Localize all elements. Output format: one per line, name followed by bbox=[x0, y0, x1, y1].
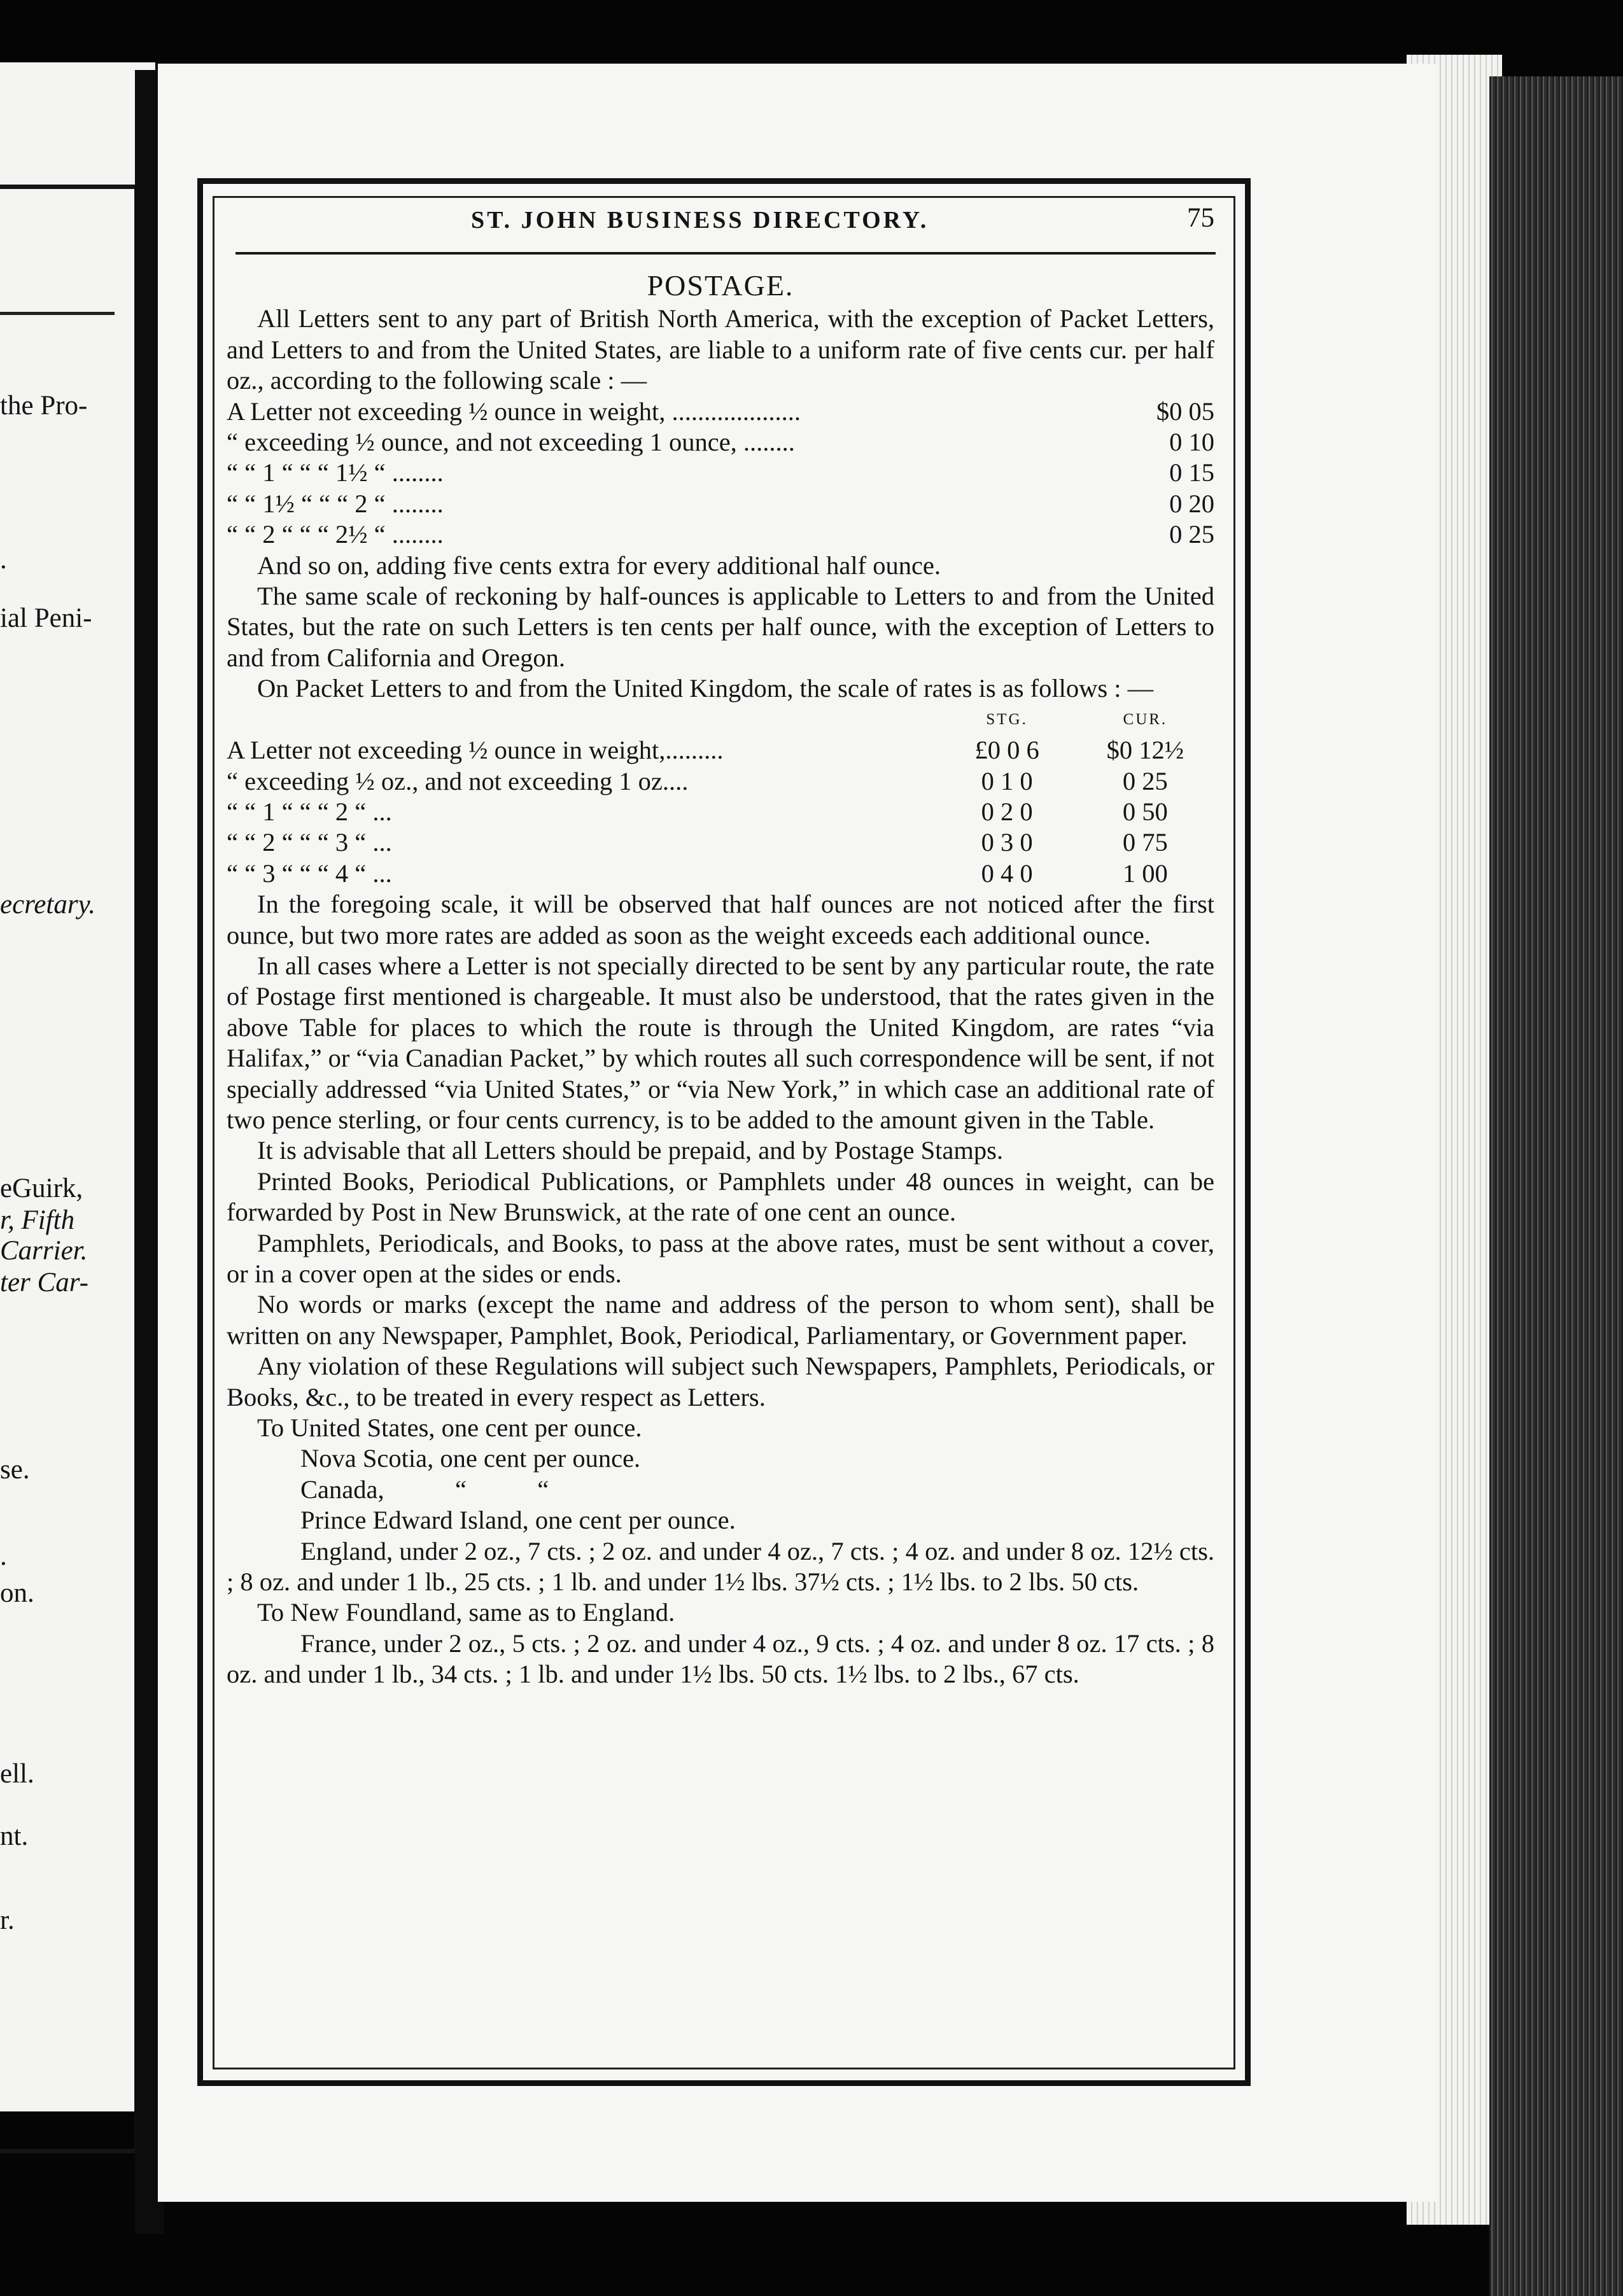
rate-description: “ “ 1 “ “ “ 1½ “ ........ bbox=[227, 458, 444, 487]
body-paragraph: Any violation of these Regulations will subject such Newspapers, Pamphlets, Periodicals, or Books, &c., to be treated in every respect as Letters. bbox=[227, 1352, 1214, 1411]
rate-description: “ “ 1 “ “ “ 2 “ ... bbox=[227, 797, 392, 826]
left-fragment-8: ter Car- bbox=[0, 1268, 88, 1298]
currency-value: 0 75 bbox=[1122, 828, 1168, 857]
currency-column-header: CUR. bbox=[1123, 710, 1168, 728]
currency-value: 0 25 bbox=[1122, 766, 1168, 795]
left-page-frame bbox=[0, 185, 139, 2153]
rate-value: 0 25 bbox=[1169, 520, 1214, 549]
running-head bbox=[229, 202, 1222, 238]
sterling-value: £0 0 6 bbox=[974, 736, 1039, 765]
body-paragraph: In the foregoing scale, it will be observed that half ounces are not noticed after the first ounce, but two more rates are added as soon as the weight exceeds each additional ounce. bbox=[227, 890, 1214, 949]
rate-description: A Letter not exceeding ½ ounce in weight, .................... bbox=[227, 396, 801, 426]
rate-description: “ “ 1½ “ “ “ 2 “ ........ bbox=[227, 489, 444, 518]
left-fragment-4: ecretary. bbox=[0, 890, 96, 920]
table-row bbox=[227, 858, 1214, 889]
table-row bbox=[227, 766, 1214, 797]
sterling-value: 0 1 0 bbox=[981, 766, 1033, 795]
body-paragraph: Printed Books, Periodical Publications, or Pamphlets under 48 ounces in weight, can be forwarded by Post in New Brunswick, at the rate of one cent an ounce. bbox=[227, 1166, 1214, 1227]
book-rate-england: England, under 2 oz., 7 cts. ; 2 oz. and under 4 oz., 7 cts. ; 4 oz. and under 8 oz. 12½ cts. ; 8 oz. and under 1 lb., 25 cts. ; 1 lb. and under 1½ lbs. 37½ cts. ; 1½ lbs. to 2 lbs. 50 cts. bbox=[227, 1536, 1214, 1597]
table-row bbox=[227, 827, 1214, 858]
left-fragment-10: . bbox=[0, 1541, 7, 1571]
left-fragment-6: r, Fifth bbox=[0, 1205, 75, 1235]
table-row bbox=[227, 797, 1214, 827]
domestic-rate-table bbox=[227, 396, 1214, 550]
table-row bbox=[227, 458, 1214, 488]
left-fragment-5: eGuirk, bbox=[0, 1173, 83, 1203]
section-title: POSTAGE. bbox=[647, 269, 794, 302]
book-rate-pei: Prince Edward Island, one cent per ounce. bbox=[300, 1506, 736, 1535]
body-paragraph: It is advisable that all Letters should be prepaid, and by Postage Stamps. bbox=[257, 1136, 1004, 1165]
running-title: ST. JOHN BUSINESS DIRECTORY. bbox=[471, 207, 929, 234]
left-fragment-14: r. bbox=[0, 1905, 15, 1935]
book-rate-nova-scotia: Nova Scotia, one cent per ounce. bbox=[300, 1444, 641, 1473]
table-row bbox=[227, 519, 1214, 550]
rate-description: “ exceeding ½ oz., and not exceeding 1 oz.... bbox=[227, 766, 689, 795]
book-rate-united-states: To United States, one cent per ounce. bbox=[257, 1413, 642, 1443]
body-paragraph: And so on, adding five cents extra for every additional half ounce. bbox=[257, 550, 941, 580]
table-row bbox=[227, 735, 1214, 766]
page-content bbox=[227, 261, 1214, 1690]
left-fragment-11: on. bbox=[0, 1578, 34, 1608]
sterling-value: 0 4 0 bbox=[981, 858, 1033, 888]
sterling-value: 0 2 0 bbox=[981, 797, 1033, 826]
book-rate-newfoundland: To New Foundland, same as to England. bbox=[257, 1598, 675, 1627]
left-fragment-9: se. bbox=[0, 1455, 30, 1485]
rate-value: 0 10 bbox=[1169, 428, 1214, 457]
sterling-value: 0 3 0 bbox=[981, 828, 1033, 857]
table-row bbox=[227, 427, 1214, 458]
body-paragraph: On Packet Letters to and from the United Kingdom, the scale of rates is as follows : — bbox=[257, 674, 1154, 703]
rate-value: 0 15 bbox=[1169, 458, 1214, 487]
left-fragment-3: ial Peni- bbox=[0, 603, 92, 633]
rate-description: “ exceeding ½ ounce, and not exceeding 1 ounce, ........ bbox=[227, 428, 795, 457]
body-paragraph: No words or marks (except the name and address of the person to whom sent), shall be written on any Newspaper, Pamphlet, Book, Periodical, Parliamentary, or Government paper. bbox=[227, 1290, 1214, 1350]
rate-description: “ “ 2 “ “ “ 2½ “ ........ bbox=[227, 520, 444, 549]
left-facing-page bbox=[0, 62, 155, 2111]
table-row bbox=[227, 396, 1214, 427]
rate-description: “ “ 2 “ “ “ 3 “ ... bbox=[227, 828, 392, 857]
currency-value: 1 00 bbox=[1122, 858, 1168, 888]
rate-description: “ “ 3 “ “ “ 4 “ ... bbox=[227, 858, 392, 888]
left-page-rule bbox=[0, 312, 115, 315]
currency-value: $0 12½ bbox=[1106, 736, 1184, 765]
currency-value: 0 50 bbox=[1122, 797, 1168, 826]
left-fragment-2: . bbox=[0, 545, 7, 575]
rate-value: $0 05 bbox=[1156, 396, 1214, 426]
left-fragment-12: ell. bbox=[0, 1759, 34, 1789]
table-header-row bbox=[227, 704, 1214, 735]
sterling-column-header: STG. bbox=[986, 710, 1028, 728]
book-cover-edge bbox=[1489, 76, 1623, 2296]
left-fragment-1: the Pro- bbox=[0, 391, 88, 421]
header-rule bbox=[235, 252, 1216, 255]
left-fragment-7: Carrier. bbox=[0, 1236, 88, 1266]
rate-description: A Letter not exceeding ½ ounce in weight,......... bbox=[227, 736, 724, 765]
body-paragraph: Pamphlets, Periodicals, and Books, to pass at the above rates, must be sent without a cover, or in a cover open at the sides or ends. bbox=[227, 1228, 1214, 1288]
body-paragraph: The same scale of reckoning by half-ounces is applicable to Letters to and from the United States, but the rate on such Letters is ten cents per half ounce, with the exception of Letters to and from California and Oregon. bbox=[227, 582, 1214, 672]
book-rate-canada: Canada, “ “ bbox=[300, 1474, 549, 1504]
intro-paragraph: All Letters sent to any part of British North America, with the exception of Packet Letters, and Letters to and from the United States, are liable to a uniform rate of five cents cur. per half oz., according to the following scale : — bbox=[227, 304, 1214, 395]
book-rate-france: France, under 2 oz., 5 cts. ; 2 oz. and under 4 oz., 9 cts. ; 4 oz. and under 8 oz. 17 cts. ; 8 oz. and under 1 lb., 34 cts. ; 1 lb. and under 1½ lbs. 50 cts. 1½ lbs. to 2 lbs., 67 cts. bbox=[227, 1628, 1214, 1689]
page-number: 75 bbox=[1187, 203, 1214, 233]
table-row bbox=[227, 489, 1214, 519]
packet-rate-table bbox=[227, 704, 1214, 889]
body-paragraph: In all cases where a Letter is not specially directed to be sent by any particular route, the rate of Postage first mentioned is chargeable. It must also be understood, that the rates given in the above Table for places to which the route is through the United Kingdom, are rates “via Halifax,” or “via Canadian Packet,” by which routes all such correspondence will be sent, if not specially addressed “via United States,” or “via New York,” in which case an additional rate of two pence sterling, or four cents currency, is to be added to the amount given in the Table. bbox=[227, 951, 1214, 1134]
rate-value: 0 20 bbox=[1169, 489, 1214, 518]
left-fragment-13: nt. bbox=[0, 1821, 29, 1851]
